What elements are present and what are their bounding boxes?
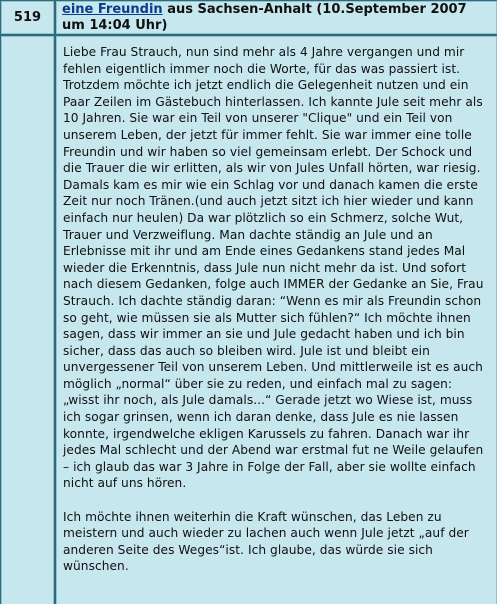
entry-number-column [1,36,54,604]
entry-number: 519 [1,1,54,34]
message-paragraph-2: Ich möchte ihnen weiterhin die Kraft wünschen, das Leben zu meistern und auch wieder zu lachen auch wenn Jule jetzt „auf der anderen Seite des Weges“ist. Ich glaube, das würde sie sich wünschen. [63,509,469,574]
entry-origin-date: aus Sachsen-Anhalt (10.September 2007 um 14:04 Uhr) [62,1,467,33]
message-paragraph-1: Liebe Frau Strauch, nun sind mehr als 4 Jahre vergangen und mir fehlen eigentlich immer noch die Worte, für das was passiert ist. Trotzdem möchte ich jetzt endlich die Gelegenheit nutzen und ein Paar Zeilen im Gästebuch hinterlassen. Ich kannte Jule seit mehr als 10 Jahren. Sie war ein Teil von unserer "Clique" und ein Teil von unserem Leben, der jetzt für immer fehlt. Sie war immer eine tolle Freundin und wir haben so viel gemeinsam erlebt. Der Schock und die Trauer die wir erlitten, als wir von Jules Unfall hörten, war riesig. Damals kam es mir wie ein Schlag vor und danach kamen die erste Zeit nur noch Tränen.(und auch jetzt sitzt ich hier wieder und kann einfach nur heulen) Da war plötzlich so ein Schmerz, solche Wut, Trauer und Verzweiflung. Man dachte ständig an Jule und an Erlebnisse mit ihr und am Ende eines Gedankens stand jedes Mal wieder die Erkenntnis, dass Jule nun nicht mehr da ist. Und sofort nach diesem Gedanken, folge auch IMMER der Gedanke an Sie, Frau Strauch. Ich dachte ständig daran: “Wenn es mir als Freundin schon so geht, wie müssen sie als Mutter sich fühlen?“ Ich möchte ihnen sagen, dass wir immer an sie und Jule gedacht haben und ich bin sicher, dass das auch so bleiben wird. Jule ist und bleibt ein unvergessener Teil von unserem Leben. Und mittlerweile ist es auch möglich „normal“ über sie zu reden, und einfach mal zu sagen: „wisst ihr noch, als Jule damals...“ Gerade jetzt wo Wiese ist, muss ich sogar grinsen, wenn ich daran denke, dass Jule es nie lassen konnte, irgendwelche ekligen Karussels zu fahren. Danach war ihr jedes Mal schlecht und der Abend war erstmal fut ne Weile gelaufen – ich glaub das war 3 Jahre in Folge der Fall, aber sie wollte einfach nicht auf uns hören. [63,45,484,491]
entry-header [56,1,497,34]
entry-message [56,36,497,604]
paragraph-gap [63,492,492,509]
author-link[interactable]: eine Freundin [62,1,163,17]
